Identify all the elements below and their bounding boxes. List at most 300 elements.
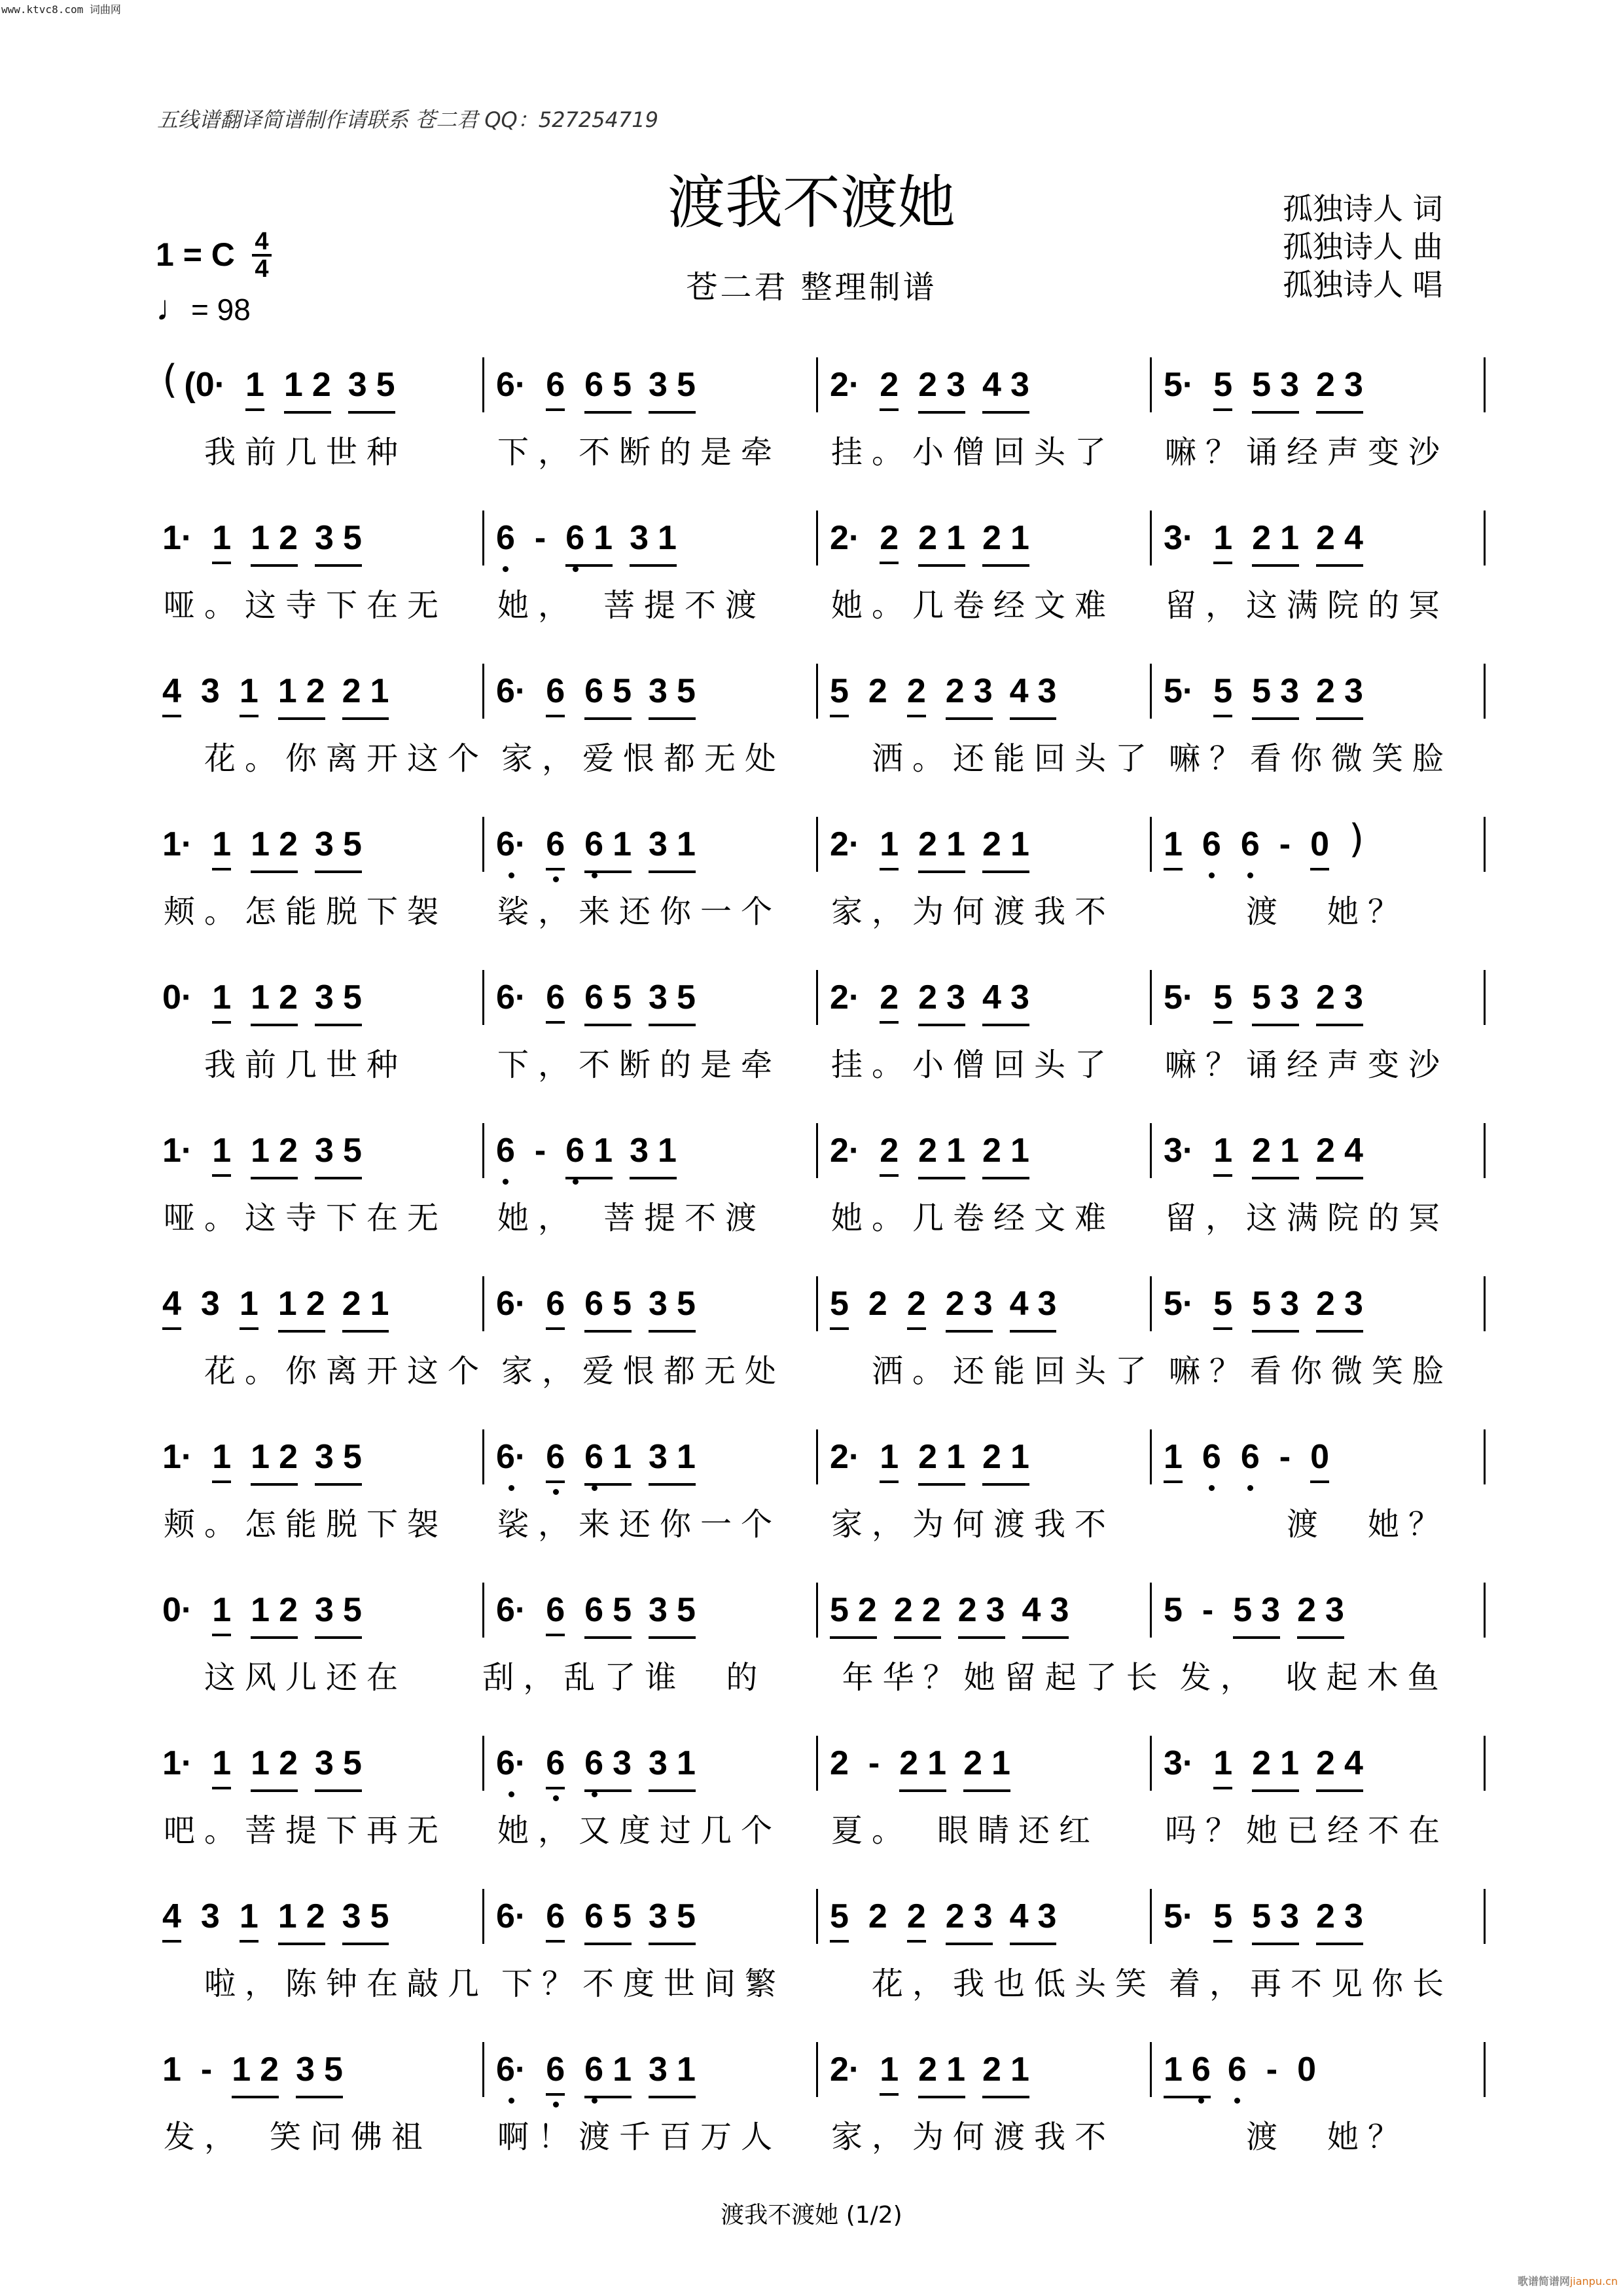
time-bottom: 4 <box>255 255 269 283</box>
lyric-segment: 家，爱恨都无处 <box>501 1353 786 1390</box>
site-watermark-bottom <box>1518 2273 1618 2288</box>
note: 5 <box>613 366 632 404</box>
measure <box>1152 1272 1486 1344</box>
note: 3 <box>649 672 668 710</box>
measure <box>1152 353 1486 425</box>
note: 6 <box>496 1132 515 1170</box>
note: 4 <box>1009 672 1029 710</box>
lyric-segment: 嘛？看你微笑脸 <box>1169 1353 1454 1390</box>
note: 2 <box>982 825 1001 863</box>
notes-line <box>151 1579 1486 1651</box>
note: 2 <box>279 1591 298 1629</box>
beamed-group <box>348 353 395 414</box>
note: 5 <box>676 1591 696 1629</box>
note: 4 <box>1344 1744 1363 1782</box>
note: 2 <box>279 825 298 863</box>
measure <box>484 1732 818 1804</box>
note: 3 <box>613 1744 632 1782</box>
measure <box>818 1579 1152 1651</box>
measure <box>818 507 1152 579</box>
beamed-group <box>1010 1272 1057 1333</box>
note: 6 <box>1240 825 1260 863</box>
note: 0· <box>162 1591 193 1629</box>
measure <box>151 1119 484 1191</box>
note: 1 <box>1280 1132 1300 1170</box>
note: 5 <box>676 366 696 404</box>
note: 1 <box>277 1897 297 1935</box>
song-title: 渡我不渡她 <box>667 169 955 236</box>
note: 4 <box>162 1284 181 1330</box>
dash-extension: - <box>1279 1438 1291 1476</box>
quarter-note-icon: ♩ <box>156 289 191 328</box>
measure <box>151 813 484 885</box>
note: 2 <box>1252 1132 1272 1170</box>
note: 2 <box>830 1744 849 1782</box>
barline <box>1484 664 1486 719</box>
dash-extension: - <box>534 1132 546 1170</box>
note: 5· <box>1164 1285 1194 1323</box>
note: 3 <box>315 825 334 863</box>
note: 3 <box>1037 1897 1057 1935</box>
note: 2 <box>868 1285 887 1323</box>
note: 3 <box>1325 1591 1344 1629</box>
measure <box>1152 660 1486 732</box>
beamed-group <box>1252 660 1299 720</box>
note: 3 <box>315 1438 334 1476</box>
note: 3 <box>1280 672 1300 710</box>
note: 1 <box>251 1132 270 1170</box>
note: 6 <box>546 1897 565 1943</box>
note: 1 <box>251 978 270 1016</box>
note: 1 <box>212 978 231 1024</box>
beamed-group <box>649 660 696 720</box>
measure <box>151 1885 484 1957</box>
note: 3· <box>1164 1744 1194 1782</box>
note: 2 <box>1316 366 1335 404</box>
note: 3 <box>200 672 220 710</box>
note: 3 <box>1344 1897 1363 1935</box>
lyric-segment: 吧。菩提下再无 <box>164 1812 448 1849</box>
note: 6 <box>546 1744 565 1789</box>
note: 3 <box>1344 366 1363 404</box>
note: 2 <box>918 825 938 863</box>
beamed-group <box>584 1272 632 1333</box>
beamed-group <box>342 1885 389 1945</box>
beamed-group <box>315 1119 362 1179</box>
lyric-segment: 她。几卷经文难 <box>831 1200 1116 1236</box>
lyric-segment: 着，再不见你长 <box>1169 1965 1454 2002</box>
notes-line <box>151 1426 1486 1498</box>
note: 3· <box>1164 519 1194 557</box>
score-row <box>151 647 1486 800</box>
beamed-group <box>584 1579 632 1639</box>
beamed-group <box>251 1732 298 1792</box>
note: 3 <box>1261 1591 1281 1629</box>
note: 5 <box>676 672 696 710</box>
lyric-segment: 家，为何渡我不 <box>831 893 1116 930</box>
note: 4 <box>982 366 1001 404</box>
measure <box>151 1579 484 1651</box>
beamed-group <box>278 1272 325 1333</box>
measure <box>484 813 818 885</box>
beamed-group <box>649 1426 696 1486</box>
note: 5· <box>1164 366 1194 404</box>
measure <box>151 507 484 579</box>
note: 1 <box>1010 1438 1029 1476</box>
note: 2 <box>918 1438 938 1476</box>
note: 5 <box>1252 978 1272 1016</box>
beamed-group <box>1022 1579 1069 1639</box>
beamed-group <box>649 1732 696 1792</box>
beamed-group <box>1252 1272 1299 1333</box>
note: 5 <box>830 1284 849 1330</box>
note: 3 <box>1280 978 1300 1016</box>
beamed-group <box>894 1579 941 1639</box>
note: 2 <box>1316 519 1335 557</box>
beamed-group <box>315 966 362 1026</box>
note: 2 <box>918 2051 938 2089</box>
beamed-group <box>982 966 1029 1026</box>
note: 6 <box>565 519 585 557</box>
lyric-segment: 家，为何渡我不 <box>831 1506 1116 1543</box>
note: 3 <box>315 1132 334 1170</box>
time-top: 4 <box>255 228 269 255</box>
measure <box>1152 1119 1486 1191</box>
lyric-segment: 裟，来还你一个 <box>497 1506 782 1543</box>
note: 5 <box>676 978 696 1016</box>
note: 3 <box>973 1285 993 1323</box>
beamed-group <box>958 1579 1005 1639</box>
barline <box>1484 357 1486 412</box>
note: 2 <box>312 366 331 404</box>
lyrics-line <box>151 1958 1486 2003</box>
lyrics-line <box>151 1039 1486 1085</box>
measure <box>151 1732 484 1804</box>
note: 2 <box>306 1285 325 1323</box>
lyric-segment: 她， 菩提不渡 <box>497 1200 766 1236</box>
beamed-group <box>982 1426 1029 1486</box>
note: 3 <box>649 978 668 1016</box>
beamed-group <box>649 1272 696 1333</box>
note: 3 <box>649 1897 668 1935</box>
beamed-group <box>296 2038 343 2098</box>
beamed-group <box>1164 2038 1211 2098</box>
note: 2 <box>918 366 938 404</box>
note: 1· <box>162 1438 193 1476</box>
note: 3 <box>1344 1285 1363 1323</box>
note: 2 <box>260 2051 279 2089</box>
lyric-segment: 吗？她已经不在 <box>1165 1812 1450 1849</box>
note: 2 <box>1252 519 1272 557</box>
note: 5 <box>613 978 632 1016</box>
note: 1 <box>1010 1132 1029 1170</box>
note: 3 <box>348 366 367 404</box>
note: 5 <box>676 1285 696 1323</box>
lyric-segment: 嘛？诵经声变沙 <box>1165 1047 1450 1083</box>
note: 6 <box>584 366 604 404</box>
beamed-group <box>649 813 696 873</box>
note: 5 <box>1213 365 1232 411</box>
note: 5 <box>1233 1591 1253 1629</box>
barline <box>1484 1276 1486 1331</box>
note: 3 <box>1344 978 1363 1016</box>
note: 2 <box>1316 672 1335 710</box>
lyric-segment: 这风儿还在 <box>164 1659 408 1696</box>
beamed-group <box>1252 966 1299 1026</box>
score-row <box>151 1412 1486 1566</box>
note: 1 <box>1010 825 1029 863</box>
lyric-segment: 洒。还能回头了 <box>831 740 1156 777</box>
lyric-segment: 花。你离开这个 <box>164 1353 489 1390</box>
lyric-segment: 花。你离开这个 <box>164 740 489 777</box>
note: 2 <box>342 1285 361 1323</box>
note: 1 <box>880 1437 899 1483</box>
beamed-group <box>1252 1119 1299 1179</box>
score-row <box>151 1106 1486 1259</box>
note: 1 <box>240 1897 259 1943</box>
lyric-segment: 哑。这寺下在无 <box>164 1200 448 1236</box>
lyric-segment: 渡 她？ <box>1165 1506 1450 1543</box>
note: 5 <box>324 2051 343 2089</box>
author-credits <box>1283 190 1443 304</box>
note: 2· <box>830 1438 861 1476</box>
note: 1 <box>251 1438 270 1476</box>
beamed-group <box>1316 1732 1363 1792</box>
note: 1 <box>676 825 696 863</box>
beamed-group <box>251 1426 298 1486</box>
note: 3 <box>200 1897 220 1935</box>
note: 2 <box>279 1438 298 1476</box>
note: 6 <box>584 2051 604 2089</box>
barline <box>1484 1583 1486 1638</box>
note: 1 <box>946 825 966 863</box>
note: 6 <box>1202 825 1221 863</box>
beamed-group <box>918 1426 965 1486</box>
note: 5 <box>342 519 362 557</box>
note: 2 <box>982 519 1001 557</box>
note: 1 <box>1213 1744 1232 1789</box>
lyric-segment: 哑。这寺下在无 <box>164 587 448 624</box>
beamed-group <box>946 660 993 720</box>
note: 6 <box>584 1438 604 1476</box>
note: 6 <box>546 978 565 1024</box>
note: 2 <box>893 1591 913 1629</box>
measure <box>1152 1732 1486 1804</box>
note: 5 <box>1252 1897 1272 1935</box>
beamed-group <box>649 1885 696 1945</box>
note: 6· <box>496 1591 527 1629</box>
note: 5 <box>613 1285 632 1323</box>
lyricist: 孤独诗人 词 <box>1283 191 1443 226</box>
beamed-group <box>830 1579 877 1639</box>
note: 6· <box>496 366 527 404</box>
note: 3 <box>1037 1285 1057 1323</box>
lyrics-line <box>151 580 1486 625</box>
note: 6 <box>584 672 604 710</box>
measure <box>484 507 818 579</box>
notes-line <box>151 660 1486 732</box>
measure <box>484 2038 818 2110</box>
lyric-segment: 她。几卷经文难 <box>831 587 1116 624</box>
note: (0· <box>184 366 226 404</box>
note: 3 <box>649 825 668 863</box>
note: 5 <box>1213 672 1232 717</box>
measure <box>484 1119 818 1191</box>
note: 2 <box>868 672 887 710</box>
note: 1 <box>880 2050 899 2096</box>
note: 6· <box>496 1744 527 1782</box>
measure <box>151 966 484 1038</box>
note: 2 <box>868 1897 887 1935</box>
notes-line <box>151 966 1486 1038</box>
barline <box>1484 970 1486 1025</box>
lyrics-line <box>151 1499 1486 1544</box>
note: 6· <box>496 1285 527 1323</box>
note: 1· <box>162 825 193 863</box>
score-row <box>151 2025 1486 2178</box>
barline <box>1484 1889 1486 1944</box>
note: 1 <box>946 2051 966 2089</box>
note: 2 <box>982 2051 1001 2089</box>
note: 2· <box>830 519 861 557</box>
notes-line <box>151 353 1486 425</box>
measure <box>1152 2038 1486 2110</box>
note: 1 <box>370 1285 389 1323</box>
lyric-segment: 下，不断的是牵 <box>497 434 782 471</box>
note: 5 <box>370 1897 389 1935</box>
note: 6 <box>1191 2051 1211 2089</box>
beamed-group <box>918 1119 965 1179</box>
beamed-group <box>315 1579 362 1639</box>
note: 3 <box>946 366 966 404</box>
note: 6 <box>546 1284 565 1330</box>
note: 3 <box>315 1744 334 1782</box>
note: 3 <box>1010 978 1029 1016</box>
lyrics-line <box>151 1805 1486 1850</box>
note: 2 <box>899 1744 919 1782</box>
note: 2 <box>982 1438 1001 1476</box>
note: 3 <box>1280 1897 1300 1935</box>
beamed-group <box>315 813 362 873</box>
notes-line <box>151 1119 1486 1191</box>
note: 3 <box>1037 672 1057 710</box>
measure <box>1152 1885 1486 1957</box>
measure <box>484 966 818 1038</box>
paren: ) <box>1349 816 1364 862</box>
notes-line <box>151 1732 1486 1804</box>
note: 3 <box>649 366 668 404</box>
note: 1 <box>991 1744 1010 1782</box>
lyric-segment: 她， 菩提不渡 <box>497 587 766 624</box>
note: 5· <box>1164 672 1194 710</box>
note: 4 <box>162 672 181 717</box>
beamed-group <box>963 1732 1010 1792</box>
note: 2 <box>1316 1897 1335 1935</box>
lyric-segment: 嘛？看你微笑脸 <box>1169 740 1454 777</box>
note: 2· <box>830 1132 861 1170</box>
note: 3 <box>1050 1591 1069 1629</box>
note: 5 <box>1213 978 1232 1024</box>
measure <box>484 353 818 425</box>
dash-extension: - <box>1202 1591 1214 1629</box>
score-row <box>151 800 1486 953</box>
composer: 孤独诗人 曲 <box>1283 229 1443 264</box>
note: 1 <box>240 1284 259 1330</box>
note: 5 <box>1213 1284 1232 1330</box>
measure <box>484 660 818 732</box>
note: 3 <box>296 2051 315 2089</box>
notes-line <box>151 507 1486 579</box>
note: 1 <box>1164 2051 1183 2089</box>
note: 6 <box>546 1437 565 1483</box>
watermark-site: jianpu.cn <box>1569 2275 1618 2287</box>
note: 3 <box>649 1591 668 1629</box>
note: 1 <box>613 1438 632 1476</box>
note: 3 <box>973 1897 993 1935</box>
lyric-segment: 她，又度过几个 <box>497 1812 782 1849</box>
note: 1 <box>613 825 632 863</box>
barline <box>1484 1123 1486 1178</box>
measure <box>484 1885 818 1957</box>
note: 2 <box>907 1284 926 1330</box>
note: 3 <box>1344 672 1363 710</box>
beamed-group <box>1316 353 1363 414</box>
beamed-group <box>278 1885 325 1945</box>
beamed-group <box>315 1732 362 1792</box>
note: 1 <box>1280 1744 1300 1782</box>
note: 6 <box>584 1591 604 1629</box>
note: 1 <box>658 1132 677 1170</box>
note: 2 <box>982 1132 1001 1170</box>
note: 5 <box>1252 366 1272 404</box>
note: 1 <box>245 365 264 411</box>
lyric-segment: 年华？她留起了长 <box>801 1659 1167 1696</box>
beamed-group <box>1316 1272 1363 1333</box>
note: 1 <box>676 1438 696 1476</box>
note: 1 <box>1213 518 1232 564</box>
note: 2 <box>880 518 899 564</box>
measure <box>484 1426 818 1498</box>
note: 1 <box>946 519 966 557</box>
note: 2 <box>306 1897 325 1935</box>
note: 2 <box>306 672 325 710</box>
note: 2 <box>945 1897 965 1935</box>
measure <box>1152 966 1486 1038</box>
lyric-segment: 颊。怎能脱下袈 <box>164 1506 448 1543</box>
note: 1 <box>283 366 303 404</box>
measure <box>151 353 484 425</box>
beamed-group <box>1297 1579 1344 1639</box>
beamed-group <box>584 353 632 414</box>
note: 5 <box>1213 1897 1232 1943</box>
note: 1 <box>1010 519 1029 557</box>
note: 1 <box>676 1744 696 1782</box>
lyric-segment: 渡 她？ <box>1165 893 1409 930</box>
note: 2· <box>830 825 861 863</box>
note: 3 <box>315 1591 334 1629</box>
site-watermark-top: www.ktvc8.com 词曲网 <box>1 3 121 16</box>
beamed-group <box>1316 1885 1363 1945</box>
beamed-group <box>1252 507 1299 567</box>
note: 1 <box>277 1285 297 1323</box>
time-signature <box>252 229 272 281</box>
note: 2 <box>880 1131 899 1177</box>
note: 6 <box>1202 1438 1221 1476</box>
measure <box>1152 507 1486 579</box>
beamed-group <box>946 1885 993 1945</box>
lyric-segment: 挂。小僧回头了 <box>831 1047 1116 1083</box>
note: 2 <box>1316 1744 1335 1782</box>
